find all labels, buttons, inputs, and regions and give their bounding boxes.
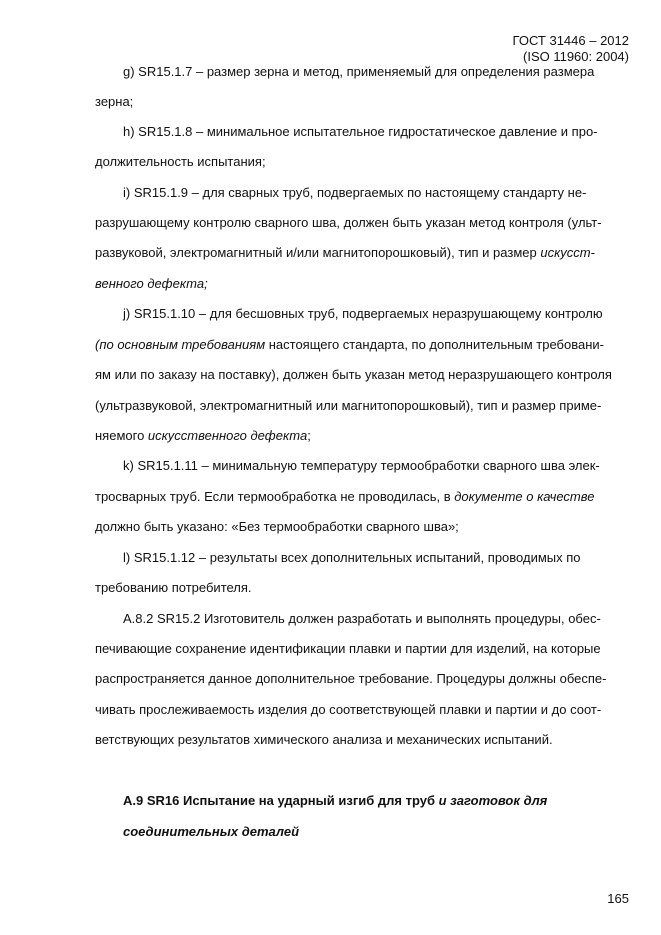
text-line: венного дефекта; <box>95 276 208 291</box>
text-line: k) SR15.1.11 – минимальную температуру термообработки сварного шва элек- <box>123 458 600 473</box>
section-heading <box>123 791 547 811</box>
italic-text-run: искусст- <box>540 245 595 260</box>
text-line <box>95 243 595 263</box>
document-header <box>513 33 629 65</box>
section-heading-continued: соединительных деталей <box>123 824 300 839</box>
text-line: j) SR15.1.10 – для бесшовных труб, подвергаемых неразрушающему контролю <box>123 306 603 321</box>
text-line: разрушающему контролю сварного шва, должен быть указан метод контроля (ульт- <box>95 215 602 230</box>
standard-number: ГОСТ 31446 – 2012 <box>512 33 629 48</box>
text-line <box>95 426 311 446</box>
text-run: няемого <box>95 428 148 443</box>
page-number: 165 <box>607 891 629 906</box>
text-line: должно быть указано: «Без термообработки сварного шва»; <box>95 519 459 534</box>
italic-text-run: (по основным требованиям <box>95 337 266 352</box>
text-line: печивающие сохранение идентификации плавки и партии для изделий, на которые <box>95 641 601 656</box>
text-line: должительность испытания; <box>95 154 266 169</box>
text-line: А.8.2 SR15.2 Изготовитель должен разработать и выполнять процедуры, обес- <box>123 611 601 626</box>
text-line: распространяется данное дополнительное требование. Процедуры должны обеспе- <box>95 671 607 686</box>
text-line: ветствующих результатов химического анализа и механических испытаний. <box>95 732 553 747</box>
heading-italic-run: и заготовок для <box>438 793 548 808</box>
iso-reference: (ISO 11960: 2004) <box>523 49 629 64</box>
italic-text-run: документе о качестве <box>454 489 595 504</box>
text-run: тросварных труб. Если термообработка не проводилась, в <box>95 489 455 504</box>
text-line: чивать прослеживаемость изделия до соответствующей плавки и партии и до соот- <box>95 702 602 717</box>
text-line: g) SR15.1.7 – размер зерна и метод, применяемый для определения размера <box>123 64 595 79</box>
text-line <box>95 335 604 355</box>
text-line <box>95 487 594 507</box>
text-line: l) SR15.1.12 – результаты всех дополнительных испытаний, проводимых по <box>123 550 581 565</box>
italic-text-run: искусственного дефекта <box>147 428 308 443</box>
text-line: ям или по заказу на поставку), должен быть указан метод неразрушающего контроля <box>95 367 612 382</box>
text-line: зерна; <box>95 94 134 109</box>
text-run: настоящего стандарта, по дополнительным требовани- <box>265 337 604 352</box>
heading-text-run: А.9 SR16 Испытание на ударный изгиб для труб <box>123 793 439 808</box>
text-run: развуковой, электромагнитный и/или магнитопорошковый), тип и размер <box>95 245 541 260</box>
text-line: h) SR15.1.8 – минимальное испытательное гидростатическое давление и про- <box>123 124 598 139</box>
text-line: требованию потребителя. <box>95 580 252 595</box>
text-line: (ультразвуковой, электромагнитный или магнитопорошковый), тип и размер приме- <box>95 398 602 413</box>
text-line: i) SR15.1.9 – для сварных труб, подвергаемых по настоящему стандарту не- <box>123 185 587 200</box>
text-run: ; <box>307 428 311 443</box>
